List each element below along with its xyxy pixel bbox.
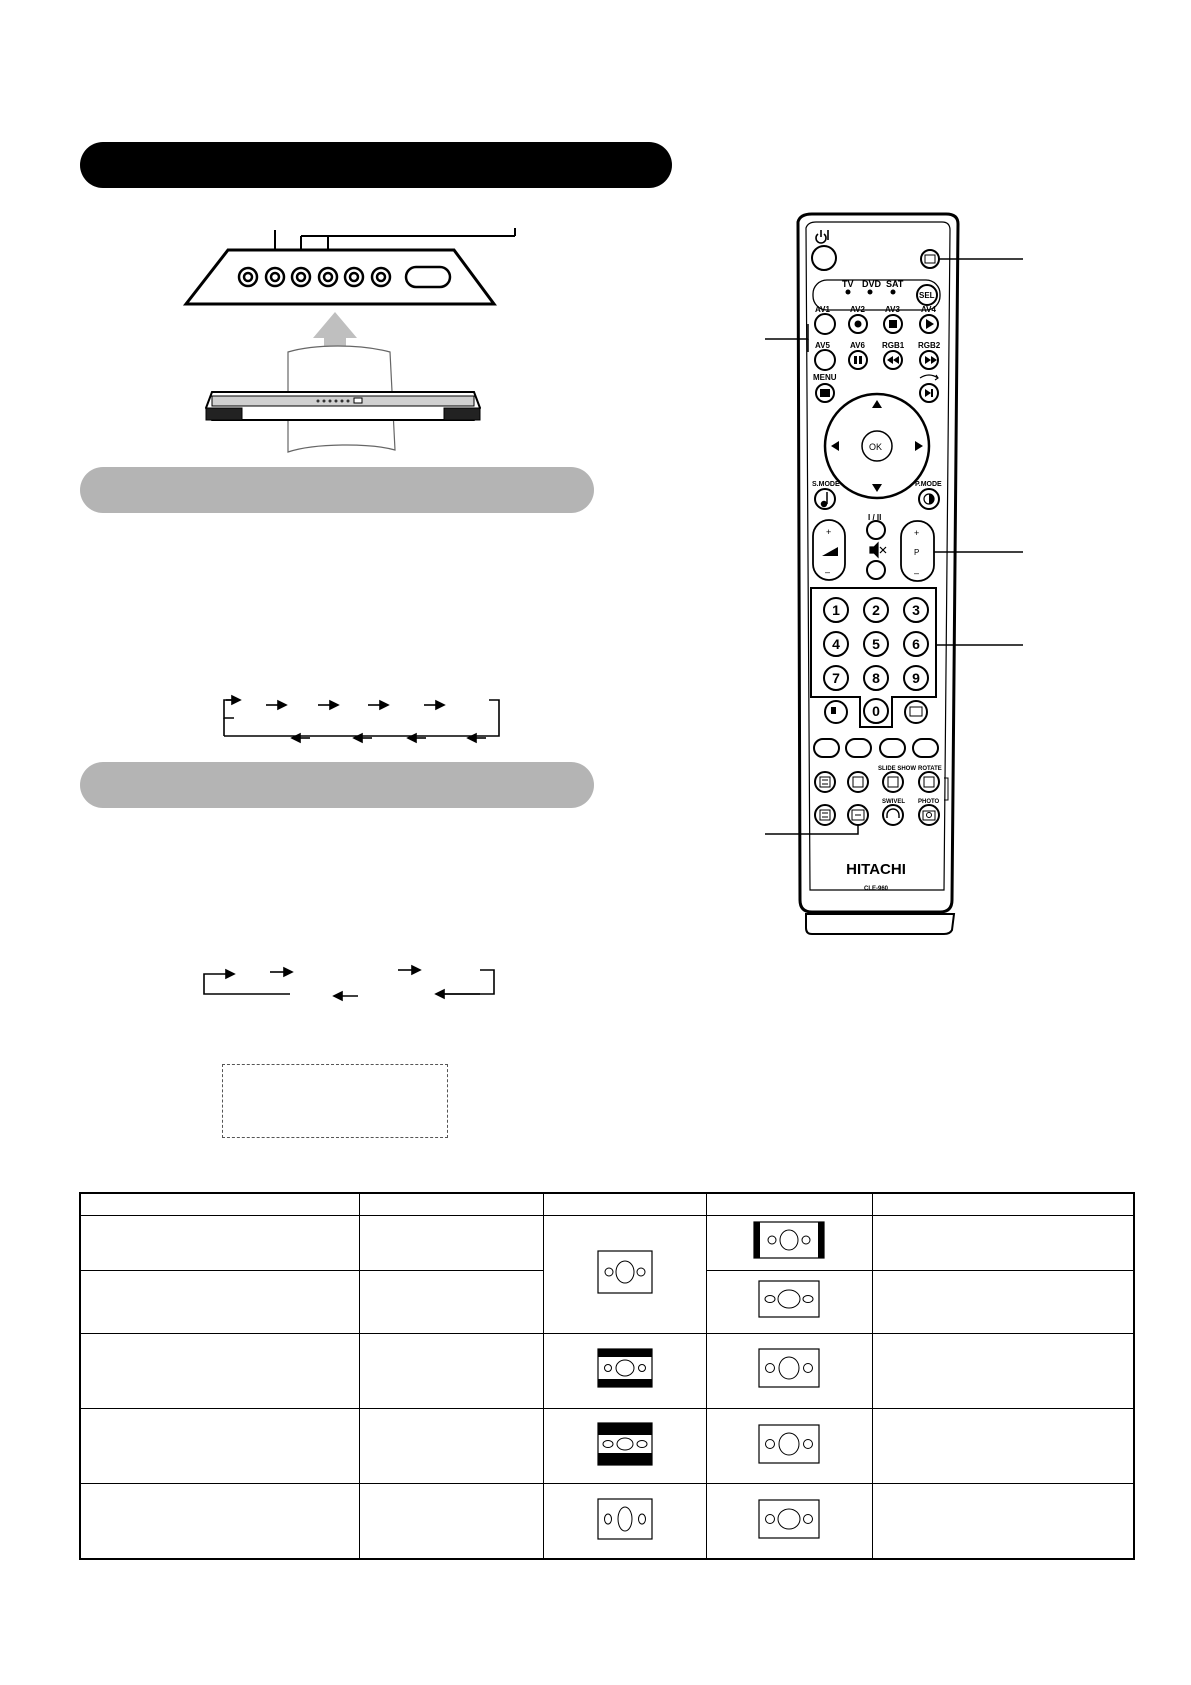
slideshow-label: SLIDE SHOW xyxy=(878,766,917,772)
table-cell xyxy=(706,1409,872,1484)
model-label: CLE-960 xyxy=(863,886,889,892)
picture-pillarbox-icon xyxy=(753,1221,825,1259)
table-cell xyxy=(872,1215,1134,1270)
digit-2: 2 xyxy=(872,602,880,618)
table-row xyxy=(80,1333,1134,1408)
table-header-cell xyxy=(80,1193,359,1215)
picture-zoomed-icon xyxy=(758,1348,820,1388)
prog-plus-label: + xyxy=(914,528,920,538)
table-cell xyxy=(80,1333,359,1408)
photo-label: PHOTO xyxy=(918,799,940,805)
aspect-ratio-table xyxy=(79,1192,1135,1560)
stop-icon xyxy=(889,320,897,328)
sat-label: SAT xyxy=(886,279,904,289)
table-cell xyxy=(706,1484,872,1559)
picture-4-3-icon xyxy=(597,1250,653,1294)
rgb1-label: RGB1 xyxy=(882,341,905,350)
table-cell xyxy=(359,1270,543,1333)
teletext-mix-button xyxy=(825,701,847,723)
table-header-cell xyxy=(359,1193,543,1215)
table-row xyxy=(80,1215,1134,1270)
table-cell xyxy=(872,1333,1134,1408)
digit-5: 5 xyxy=(872,636,880,652)
table-cell xyxy=(543,1333,706,1408)
picture-letterbox-icon xyxy=(597,1348,653,1388)
digit-0: 0 xyxy=(872,703,880,719)
table-cell xyxy=(543,1484,706,1559)
av5-label: AV5 xyxy=(815,341,830,350)
vol-plus-label: + xyxy=(826,527,832,537)
sel-label: SEL xyxy=(919,291,935,300)
table-cell xyxy=(80,1270,359,1333)
digit-9: 9 xyxy=(912,670,920,686)
av2-label: AV2 xyxy=(850,305,865,314)
table-header-row xyxy=(80,1193,1134,1215)
picture-squeezed-icon xyxy=(597,1498,653,1540)
table-cell xyxy=(543,1215,706,1333)
table-cell xyxy=(543,1409,706,1484)
picture-wide-letterbox-icon xyxy=(597,1422,653,1466)
rgb2-label: RGB2 xyxy=(918,341,941,350)
av4-label: AV4 xyxy=(921,305,936,314)
table-cell xyxy=(359,1333,543,1408)
table-cell xyxy=(706,1333,872,1408)
table-row xyxy=(80,1484,1134,1559)
table-cell xyxy=(80,1409,359,1484)
menu-label: MENU xyxy=(813,373,837,382)
table-cell xyxy=(359,1215,543,1270)
table-cell xyxy=(872,1484,1134,1559)
smode-label: S.MODE xyxy=(812,481,840,488)
ok-label: OK xyxy=(869,442,883,452)
digit-3: 3 xyxy=(912,602,920,618)
table-cell xyxy=(359,1484,543,1559)
table-header-cell xyxy=(872,1193,1134,1215)
table-header-cell xyxy=(706,1193,872,1215)
info-button xyxy=(921,250,939,268)
rotate-label: ROTATE xyxy=(918,766,942,772)
pip-button xyxy=(905,701,927,723)
table-cell xyxy=(359,1409,543,1484)
table-header-cell xyxy=(543,1193,706,1215)
tv-label: TV xyxy=(842,279,854,289)
picture-zoomed-icon xyxy=(758,1424,820,1464)
prog-minus-label: – xyxy=(914,568,920,578)
dual-label: I / II xyxy=(868,513,882,522)
table-cell xyxy=(872,1270,1134,1333)
contrast-icon xyxy=(924,494,934,504)
table-cell xyxy=(872,1409,1134,1484)
table-cell xyxy=(706,1215,872,1270)
power-button xyxy=(812,246,836,270)
digit-6: 6 xyxy=(912,636,920,652)
av1-label: AV1 xyxy=(815,305,830,314)
table-cell xyxy=(80,1215,359,1270)
brand-logo: HITACHI xyxy=(846,861,906,878)
dvd-label: DVD xyxy=(862,279,882,289)
picture-stretched-icon xyxy=(758,1280,820,1318)
digit-4: 4 xyxy=(832,636,840,652)
swivel-label: SWIVEL xyxy=(882,799,906,805)
prog-p-label: P xyxy=(914,548,920,557)
digit-8: 8 xyxy=(872,670,880,686)
av6-label: AV6 xyxy=(850,341,865,350)
table-row xyxy=(80,1409,1134,1484)
menu-icon xyxy=(820,389,830,397)
digit-1: 1 xyxy=(832,602,840,618)
vol-minus-label: – xyxy=(825,567,831,577)
table-cell xyxy=(706,1270,872,1333)
record-icon xyxy=(855,321,862,328)
digit-7: 7 xyxy=(832,670,840,686)
pmode-label: P.MODE xyxy=(915,481,942,488)
table-cell xyxy=(80,1484,359,1559)
picture-stretched-icon xyxy=(758,1499,820,1539)
av3-label: AV3 xyxy=(885,305,900,314)
